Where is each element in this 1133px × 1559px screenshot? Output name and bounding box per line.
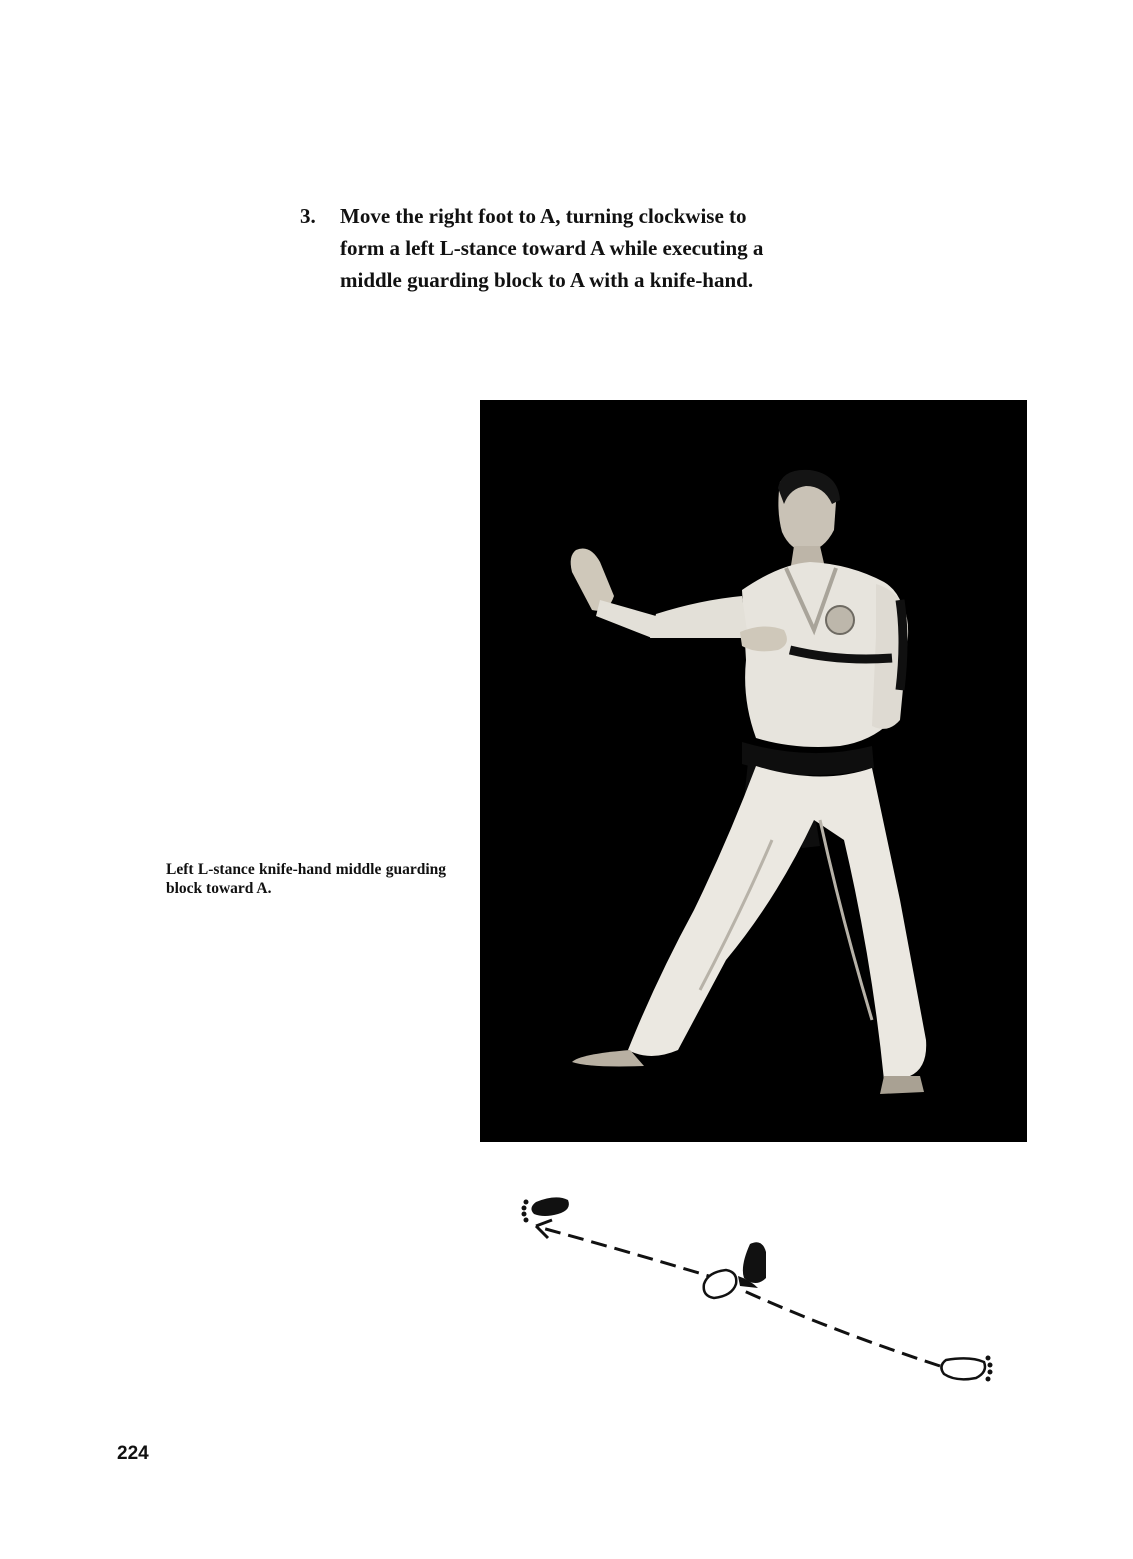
step-line: middle guarding block to A with a knife-hand. <box>340 268 754 292</box>
mid-footprint-outline-icon <box>704 1270 737 1298</box>
step-number: 3. <box>300 204 316 228</box>
start-footprint-icon <box>941 1356 992 1382</box>
step-text <box>340 200 880 296</box>
photo-caption: Left L-stance knife-hand middle guarding block toward A. <box>166 861 446 897</box>
step-line: Move the right foot to A, turning clockwise to <box>340 204 747 228</box>
step-instruction <box>300 200 900 296</box>
end-footprint-solid-icon <box>522 1197 569 1222</box>
martial-artist-figure <box>480 400 1027 1142</box>
page-number: 224 <box>117 1443 149 1464</box>
stance-photo <box>480 400 1027 1142</box>
mid-footprint-solid-icon <box>738 1242 766 1288</box>
footwork-path <box>500 1180 1020 1400</box>
footwork-diagram <box>500 1180 1020 1400</box>
step-line: form a left L-stance toward A while executing a <box>340 236 764 260</box>
